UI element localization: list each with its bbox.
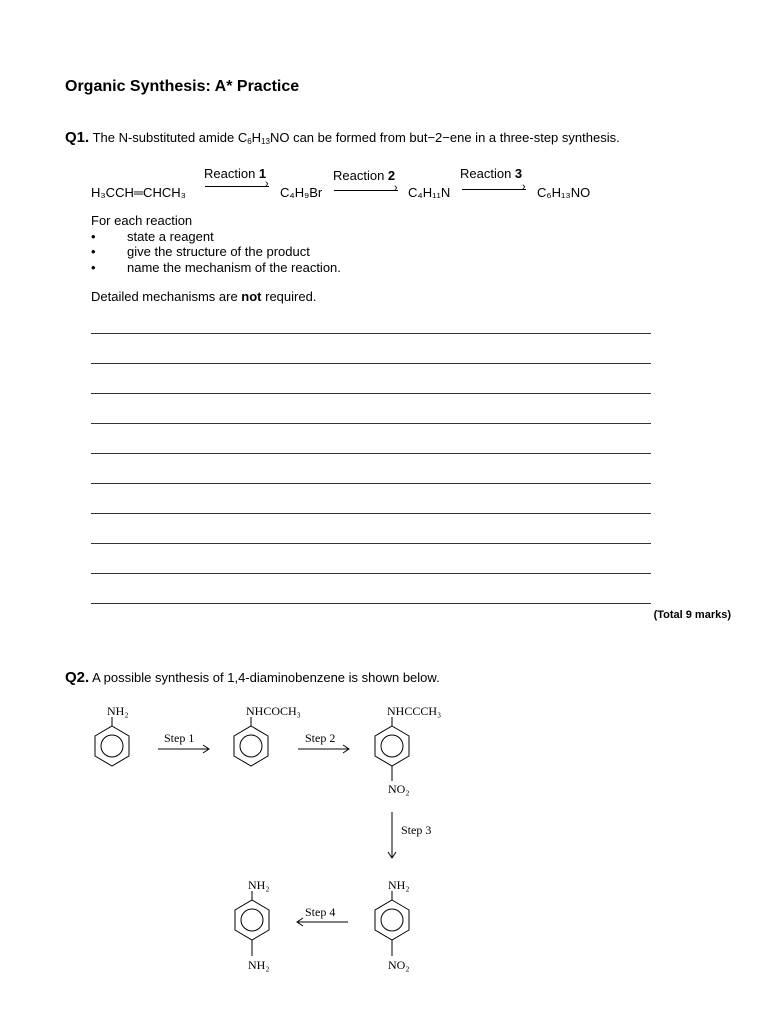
m5-top-group: NH₂ xyxy=(248,878,270,892)
step-4-label: Step 4 xyxy=(305,905,336,919)
m5-bottom-group: NH₂ xyxy=(248,958,270,972)
bullet-text: give the structure of the product xyxy=(127,244,310,259)
reaction-3-label: Reaction 3 xyxy=(460,166,523,181)
benzene-ring-3 xyxy=(375,717,409,781)
starting-material: H₃CCH═CHCH₃ xyxy=(91,185,186,200)
bullet-icon: • xyxy=(91,228,96,244)
arrowhead-2: › xyxy=(394,182,398,194)
total-marks: (Total 9 marks) xyxy=(653,609,731,621)
step-1-arrow xyxy=(158,745,209,753)
arrowhead-3: › xyxy=(522,181,526,193)
benzene-ring-1 xyxy=(95,717,129,766)
m2-top-group: NHCOCH₃ xyxy=(246,704,301,718)
product-3: C₆H₁₃NO xyxy=(537,185,591,200)
q1-intro-text: The N-substituted amide C xyxy=(92,130,248,145)
page-title: Organic Synthesis: A* Practice xyxy=(65,78,300,95)
product-2: C₄H₁₁N xyxy=(408,185,451,200)
m3-bottom-group: NO₂ xyxy=(388,782,410,796)
q1-sub-13: 13 xyxy=(261,137,270,146)
benzene-ring-4 xyxy=(375,891,409,956)
reaction-2-label: Reaction 2 xyxy=(333,168,396,183)
bullet-text: state a reagent xyxy=(127,228,214,244)
question-1-number: Q1. xyxy=(65,129,90,146)
reaction-1-label: Reaction 1 xyxy=(204,166,267,181)
step-2-arrow xyxy=(298,745,349,753)
bullet-icon: • xyxy=(91,244,96,259)
q2-intro-text: A possible synthesis of 1,4-diaminobenzene is shown below. xyxy=(92,670,440,685)
step-3-arrow xyxy=(388,812,396,858)
question-2-number: Q2. xyxy=(65,669,90,686)
step-4-arrow xyxy=(297,918,348,926)
q1-sub-6: 6 xyxy=(247,137,252,146)
arrowhead-1: › xyxy=(265,178,269,190)
step-1-label: Step 1 xyxy=(164,731,195,745)
m4-top-group: NH₂ xyxy=(388,878,410,892)
m4-bottom-group: NO₂ xyxy=(388,958,410,972)
bullet-icon: • xyxy=(91,259,96,275)
q1-intro-h: H xyxy=(251,130,262,145)
m1-top-group: NH₂ xyxy=(107,704,129,718)
step-3-label: Step 3 xyxy=(401,823,432,837)
detail-note: Detailed mechanisms are not required. xyxy=(91,289,317,304)
product-1: C₄H₉Br xyxy=(280,185,323,200)
m3-top-group: NHCCCH₃ xyxy=(387,704,442,718)
instructions-heading: For each reaction xyxy=(91,213,193,228)
benzene-ring-5 xyxy=(235,891,269,956)
step-2-label: Step 2 xyxy=(305,731,336,745)
benzene-ring-2 xyxy=(234,717,268,766)
q1-intro-rest: NO can be formed from but−2−ene in a three-step synthesis. xyxy=(269,130,620,145)
bullet-text: name the mechanism of the reaction. xyxy=(127,259,341,275)
